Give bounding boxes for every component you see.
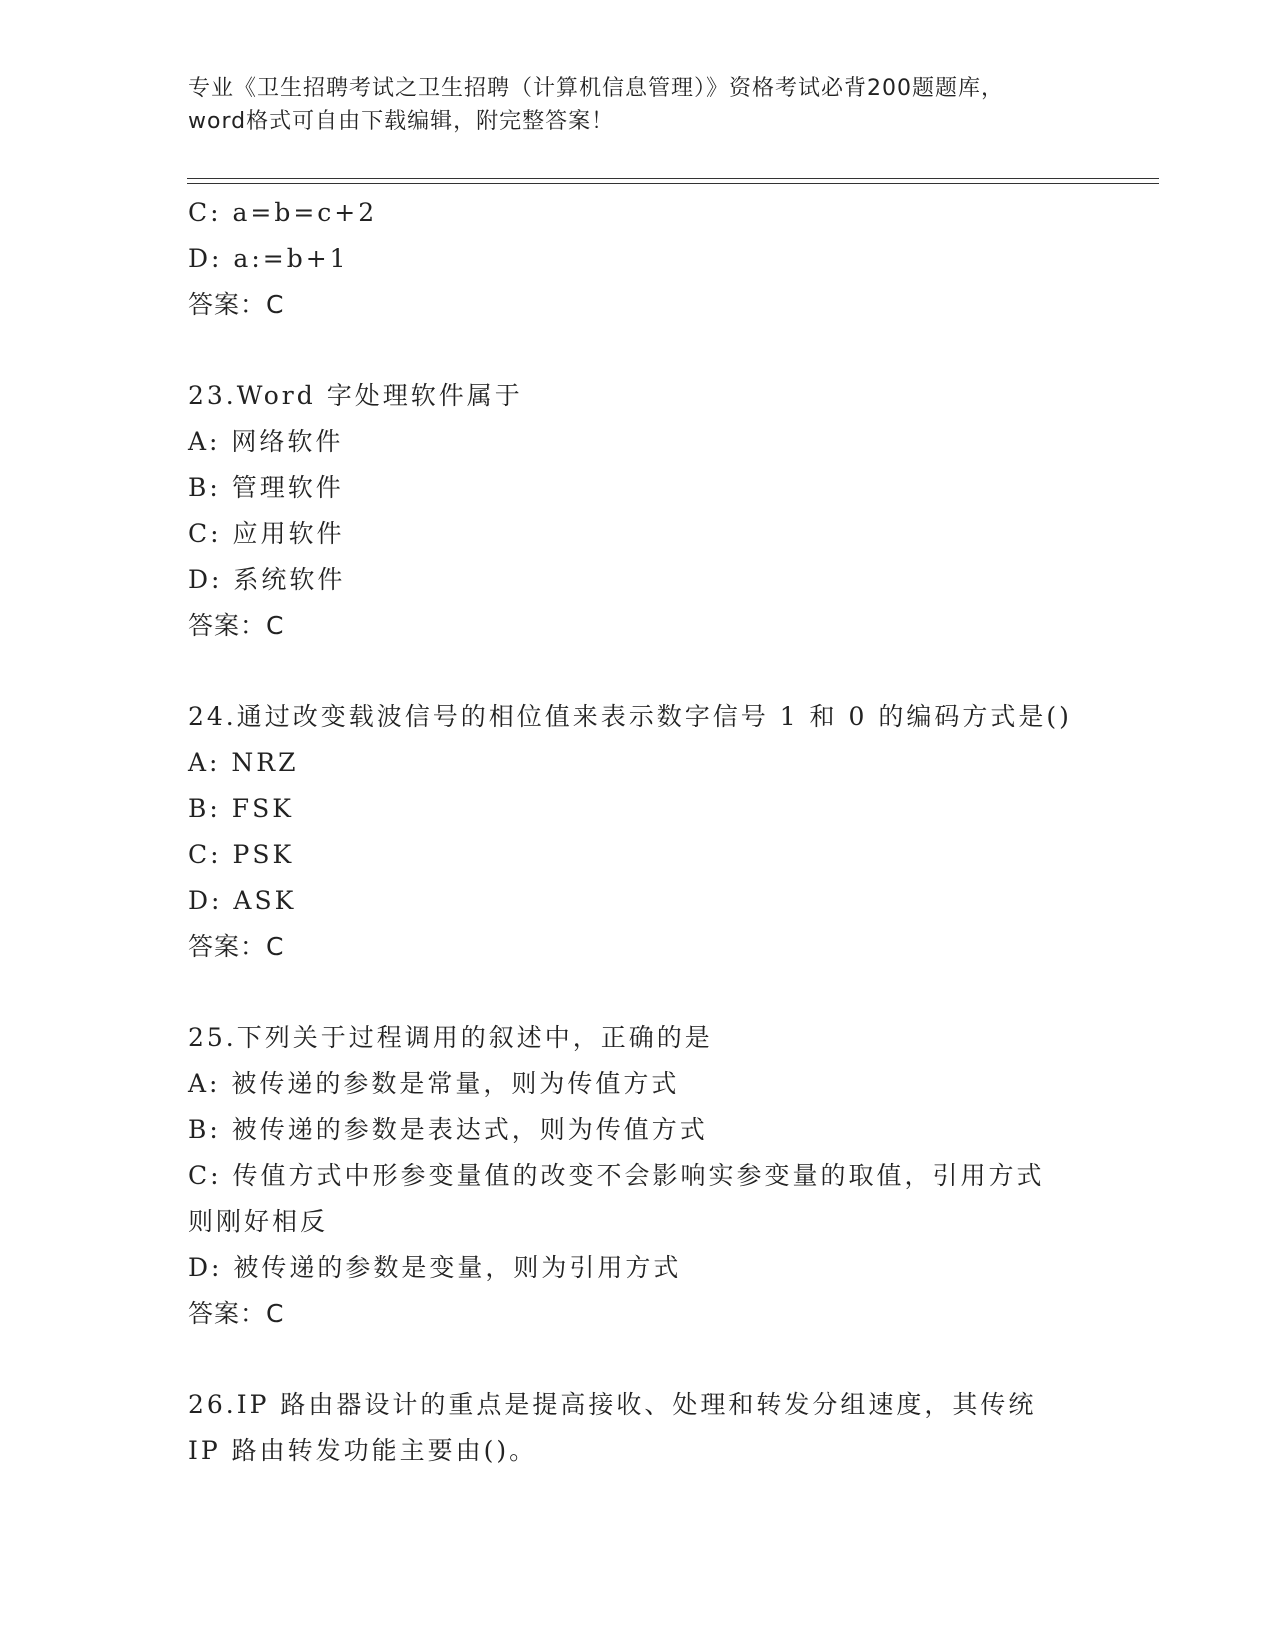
q24-option-d: D: ASK [188,886,297,915]
question-23 [188,373,1088,649]
document-header [188,72,1088,138]
q24-option-c: C: PSK [188,840,295,869]
question-22 [188,190,1088,328]
question-gap [188,328,1088,373]
q22-answer: 答案：C [188,290,285,319]
q25-option-c-line-1: C: 传值方式中形参变量值的改变不会影响实参变量的取值，引用方式 [188,1161,1045,1190]
q26-question-line-1: 26.IP 路由器设计的重点是提高接收、处理和转发分组速度，其传统 [188,1390,1037,1419]
q23-option-c: C: 应用软件 [188,519,345,548]
q24-answer: 答案：C [188,932,285,961]
q23-option-a: A: 网络软件 [188,427,344,456]
q24-question: 24.通过改变载波信号的相位值来表示数字信号 1 和 0 的编码方式是() [188,702,1072,731]
q25-answer: 答案：C [188,1299,285,1328]
question-26 [188,1382,1088,1474]
header-title-line-2: word格式可自由下载编辑，附完整答案！ [188,109,615,134]
q22-option-c: C: a=b=c+2 [188,198,378,227]
question-gap [188,649,1088,694]
question-24 [188,694,1088,970]
q24-option-a: A: NRZ [188,748,299,777]
q22-option-d: D: a:=b+1 [188,244,349,273]
q23-answer: 答案：C [188,611,285,640]
header-divider-top [187,178,1159,179]
q25-option-b: B: 被传递的参数是表达式，则为传值方式 [188,1115,708,1144]
q25-question: 25.下列关于过程调用的叙述中，正确的是 [188,1023,713,1052]
header-divider-bottom [187,183,1159,184]
question-gap [188,970,1088,1015]
q26-question-line-2: IP 路由转发功能主要由()。 [188,1436,538,1465]
q23-option-b: B: 管理软件 [188,473,344,502]
q23-question: 23.Word 字处理软件属于 [188,381,523,410]
q25-option-a: A: 被传递的参数是常量，则为传值方式 [188,1069,680,1098]
q24-option-b: B: FSK [188,794,294,823]
question-gap [188,1337,1088,1382]
q25-option-d: D: 被传递的参数是变量，则为引用方式 [188,1253,682,1282]
q25-option-c-line-2: 则刚好相反 [188,1207,329,1236]
q23-option-d: D: 系统软件 [188,565,346,594]
question-list [188,190,1088,1474]
question-25 [188,1015,1088,1337]
header-title-line-1: 专业《卫生招聘考试之卫生招聘（计算机信息管理）》资格考试必背200题题库， [188,76,1004,101]
